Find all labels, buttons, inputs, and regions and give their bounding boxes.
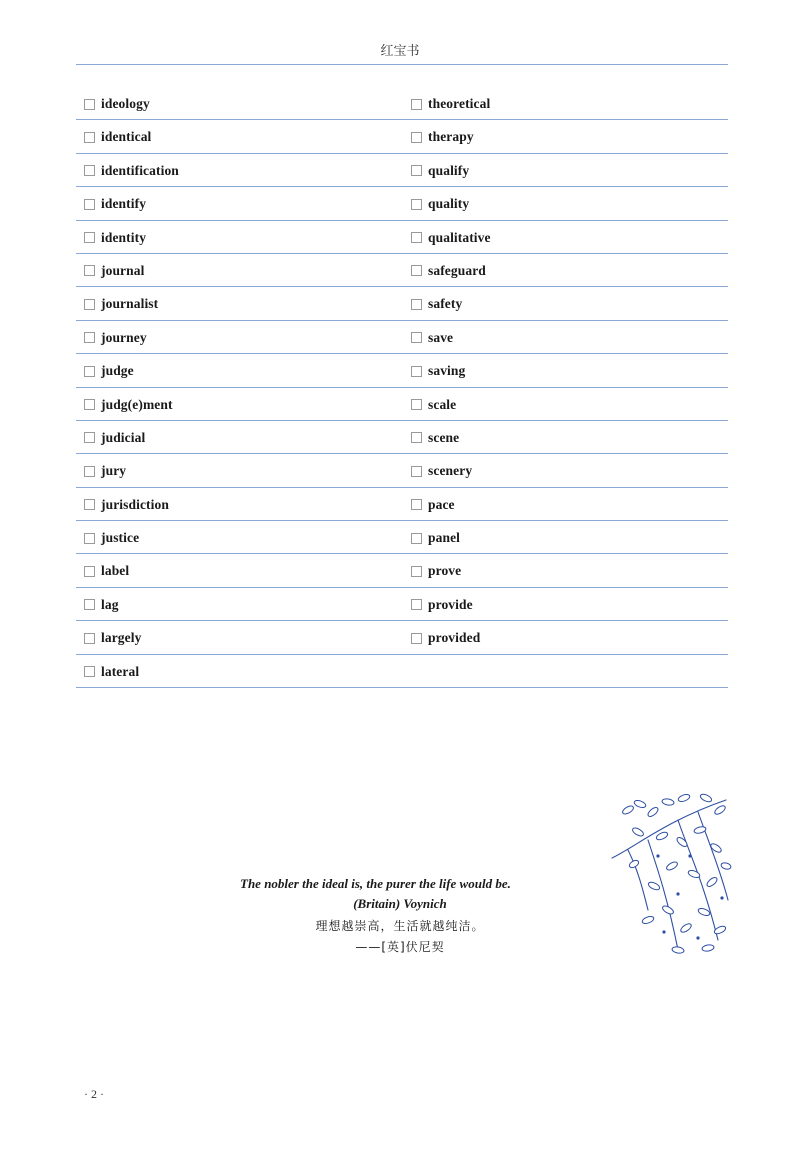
word-checkbox[interactable] — [84, 499, 95, 510]
word-row — [76, 120, 728, 153]
word-label: safeguard — [428, 262, 486, 278]
word-item — [84, 262, 144, 280]
word-item — [411, 429, 459, 447]
word-item — [411, 562, 461, 580]
word-checkbox[interactable] — [84, 399, 95, 410]
word-item — [411, 496, 455, 514]
word-label: lag — [101, 596, 119, 612]
word-label: justice — [101, 530, 140, 546]
word-checkbox[interactable] — [84, 99, 95, 110]
word-item — [411, 596, 473, 614]
word-item — [84, 95, 150, 113]
word-label: provide — [428, 596, 473, 612]
word-checkbox[interactable] — [411, 99, 422, 110]
word-row — [76, 588, 728, 621]
word-checkbox[interactable] — [411, 466, 422, 477]
word-checkbox[interactable] — [84, 265, 95, 276]
quote-block — [240, 876, 580, 955]
word-label: qualitative — [428, 229, 491, 245]
word-label: judge — [101, 363, 134, 379]
word-item — [84, 162, 179, 180]
word-label: safety — [428, 296, 463, 312]
word-label: pace — [428, 496, 455, 512]
word-label: journal — [101, 262, 145, 278]
book-title: 红宝书 — [380, 44, 420, 59]
word-checkbox[interactable] — [84, 432, 95, 443]
word-item — [84, 229, 146, 247]
word-label: qualify — [428, 162, 470, 178]
word-checkbox[interactable] — [84, 132, 95, 143]
word-checkbox[interactable] — [411, 132, 422, 143]
word-checkbox[interactable] — [84, 633, 95, 644]
word-row — [76, 655, 728, 688]
word-label: journey — [101, 329, 147, 345]
word-label: quality — [428, 196, 470, 212]
word-item — [84, 663, 139, 681]
word-checkbox[interactable] — [84, 199, 95, 210]
word-item — [411, 529, 460, 547]
word-checkbox[interactable] — [84, 599, 95, 610]
page-number: · 2 · — [84, 1087, 104, 1101]
word-row — [76, 554, 728, 587]
word-row — [76, 454, 728, 487]
word-label: saving — [428, 363, 466, 379]
word-row — [76, 187, 728, 220]
word-checkbox[interactable] — [84, 366, 95, 377]
word-item — [84, 195, 146, 213]
word-item — [411, 229, 491, 247]
word-checkbox[interactable] — [411, 199, 422, 210]
word-label: save — [428, 329, 454, 345]
word-row — [76, 521, 728, 554]
word-checkbox[interactable] — [411, 332, 422, 343]
quote-chinese: 理想越崇高，生活就越纯洁。 — [315, 919, 485, 933]
word-label: journalist — [101, 296, 159, 312]
word-checkbox[interactable] — [411, 265, 422, 276]
word-item — [411, 462, 472, 480]
word-item — [411, 396, 456, 414]
word-item — [411, 195, 469, 213]
word-item — [84, 329, 147, 347]
word-label: jurisdiction — [101, 496, 169, 512]
word-item — [411, 162, 469, 180]
word-item — [411, 329, 453, 347]
word-item — [411, 128, 474, 146]
word-row — [76, 154, 728, 187]
word-item — [84, 295, 158, 313]
word-label: scale — [428, 396, 457, 412]
word-checkbox[interactable] — [84, 165, 95, 176]
word-item — [84, 562, 129, 580]
word-label: scenery — [428, 463, 473, 479]
word-label: identical — [101, 129, 152, 145]
word-checkbox[interactable] — [411, 366, 422, 377]
word-label: scene — [428, 429, 460, 445]
word-item — [84, 362, 134, 380]
word-item — [84, 429, 145, 447]
word-checkbox[interactable] — [411, 599, 422, 610]
header-rule — [76, 64, 728, 65]
word-checkbox[interactable] — [411, 399, 422, 410]
word-label: judicial — [101, 429, 146, 445]
word-label: panel — [428, 530, 461, 546]
word-label: identify — [101, 196, 147, 212]
vocabulary-list — [76, 87, 728, 688]
word-label: identification — [101, 162, 179, 178]
word-item — [84, 596, 119, 614]
word-label: therapy — [428, 129, 474, 145]
word-row — [76, 421, 728, 454]
word-checkbox[interactable] — [411, 232, 422, 243]
blue-flower-branch-illustration — [608, 790, 732, 960]
word-row — [76, 87, 728, 120]
word-checkbox[interactable] — [411, 299, 422, 310]
word-item — [411, 295, 462, 313]
word-label: prove — [428, 563, 462, 579]
word-item — [84, 496, 169, 514]
word-item — [411, 629, 480, 647]
word-label: jury — [101, 463, 127, 479]
word-label: identity — [101, 229, 147, 245]
word-checkbox[interactable] — [84, 332, 95, 343]
quote-english: The nobler the ideal is, the purer the life would be. — [240, 876, 511, 891]
word-row — [76, 221, 728, 254]
word-label: judg(e)ment — [101, 396, 173, 412]
word-row — [76, 321, 728, 354]
word-row — [76, 287, 728, 320]
word-checkbox[interactable] — [411, 499, 422, 510]
word-checkbox[interactable] — [411, 633, 422, 644]
word-item — [411, 362, 465, 380]
word-checkbox[interactable] — [84, 232, 95, 243]
word-checkbox[interactable] — [411, 533, 422, 544]
quote-author-english: (Britain) Voynich — [353, 896, 447, 911]
word-label: theoretical — [428, 96, 491, 111]
word-row — [76, 354, 728, 387]
word-label: ideology — [101, 96, 150, 111]
quote-author-chinese: ——[英]伏尼契 — [355, 940, 445, 954]
word-item — [84, 128, 151, 146]
word-row — [76, 621, 728, 654]
word-item — [84, 396, 173, 414]
word-checkbox[interactable] — [411, 566, 422, 577]
word-item — [84, 462, 126, 480]
word-item — [411, 262, 486, 280]
word-checkbox[interactable] — [84, 466, 95, 477]
word-checkbox[interactable] — [84, 566, 95, 577]
word-label: provided — [428, 630, 481, 646]
word-row — [76, 254, 728, 287]
word-checkbox[interactable] — [84, 533, 95, 544]
word-label: largely — [101, 630, 142, 646]
word-checkbox[interactable] — [411, 165, 422, 176]
word-item — [84, 629, 141, 647]
word-label: label — [101, 563, 130, 579]
word-item — [84, 529, 139, 547]
word-checkbox[interactable] — [411, 432, 422, 443]
word-checkbox[interactable] — [84, 299, 95, 310]
word-item — [411, 95, 490, 113]
word-row — [76, 488, 728, 521]
word-label: lateral — [101, 663, 140, 679]
word-row — [76, 388, 728, 421]
word-checkbox[interactable] — [84, 666, 95, 677]
